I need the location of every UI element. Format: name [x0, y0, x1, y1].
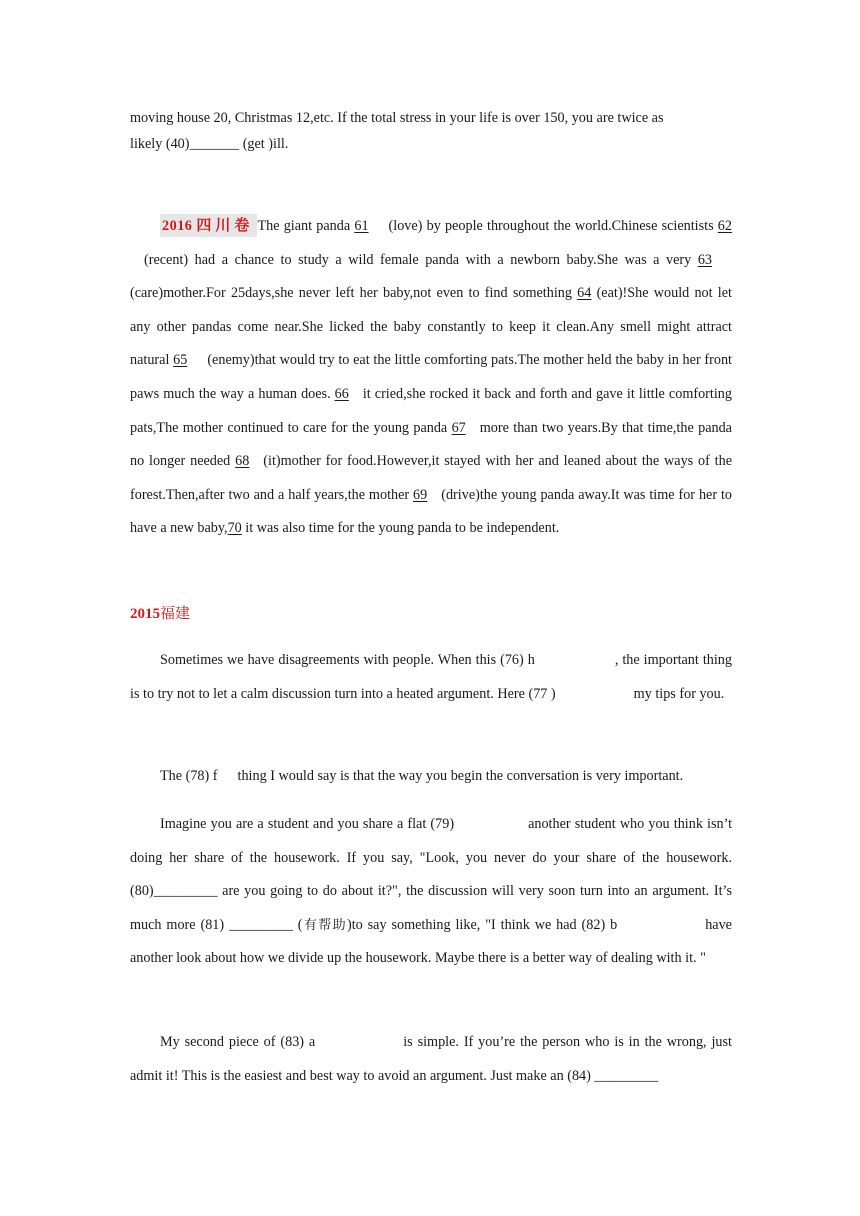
blank-67: 67 — [451, 419, 466, 436]
passage-2015-paragraph-2: The (78) f thing I would say is that the way you begin the conversation is very important. — [160, 768, 684, 784]
blank-65: 65 — [173, 352, 188, 369]
passage-2015-paragraph-3: Imagine you are a student and you share a flat (79) another student who you think isn’t doing her share of the housework. If you say, "Look, you never do your share of the housework. (80)_________ are you going to do about it?", the discussion will very soon turn into an argument. It’s much more (81) _________ (有帮助)to say something like, "I think we had (82) b have another look about how we divide up the housework. Maybe there is a better way of dealing with it. " — [130, 816, 733, 967]
passage-2016-text: it cried,she rocked it back and forth and gave it little comforting pats,The mother continued to care for the young panda — [130, 385, 732, 436]
blank-68: 68 — [235, 453, 250, 470]
blank-70: 70 — [227, 520, 242, 537]
passage-2016-tag — [160, 214, 257, 237]
top-fragment-line-1: moving house 20, Christmas 12,etc. If the total stress in your life is over 150, you are twice as — [130, 110, 664, 126]
top-fragment-line-2: likely (40)_______ (get )ill. — [130, 136, 289, 152]
blank-62: 62 — [717, 218, 732, 234]
blank-63: 63 — [697, 251, 712, 268]
passage-2016-text: (eat)!She would not let any other pandas come near.She licked the baby constantly to keep it clean.Any smell might attract natural — [130, 285, 732, 369]
passage-2016-text: (recent) had a chance to study a wild female panda with a newborn baby.She was a very — [144, 251, 698, 268]
chinese-hint: 有帮助 — [302, 917, 347, 933]
passage-2016-tag-year: 2016 — [162, 218, 193, 234]
passage-2016-text: (drive)the young panda away.It was time for her to have a new baby, — [130, 486, 733, 537]
passage-2016-text: (it)mother for food.However,it stayed with her and leaned about the ways of the forest.Then,after two and a half years,the mother — [130, 453, 732, 503]
passage-2016-tag-region: 四川卷 — [196, 216, 254, 234]
passage-2016-text: (love) by people throughout the world.Chinese scientists — [388, 218, 718, 234]
blank-64: 64 — [577, 285, 592, 302]
passage-2015-paragraph-4: My second piece of (83) a is simple. If you’re the person who is in the wrong, just admit it! This is the easiest and best way to avoid an argument. Just make an (84) _________ — [130, 1034, 732, 1084]
blank-69: 69 — [413, 486, 428, 503]
section-2015-title-region: 福建 — [160, 604, 191, 622]
section-2015-title-year: 2015 — [130, 606, 160, 622]
passage-2016-text: more than two years.By that time,the panda no longer needed — [130, 419, 732, 470]
passage-2016-text: it was also time for the young panda to be independent. — [241, 520, 560, 537]
passage-2016-text: (care)mother.For 25days,she never left her baby,not even to find something — [130, 285, 578, 302]
passage-2015-paragraph-1: Sometimes we have disagreements with people. When this (76) h , the important thing is to try not to let a calm discussion turn into a heated argument. Here (77 ) my tips for you. — [130, 652, 732, 702]
section-2015-title — [130, 602, 190, 623]
passage-2016-sichuan — [130, 210, 732, 546]
passage-2016-text: (enemy)that would try to eat the little comforting pats.The mother held the baby in her front paws much the way a human does. — [130, 352, 732, 402]
passage-2016-text: The giant panda — [257, 218, 355, 234]
blank-61: 61 — [354, 218, 369, 234]
blank-66: 66 — [334, 385, 349, 402]
top-fragment-paragraph — [130, 105, 732, 157]
